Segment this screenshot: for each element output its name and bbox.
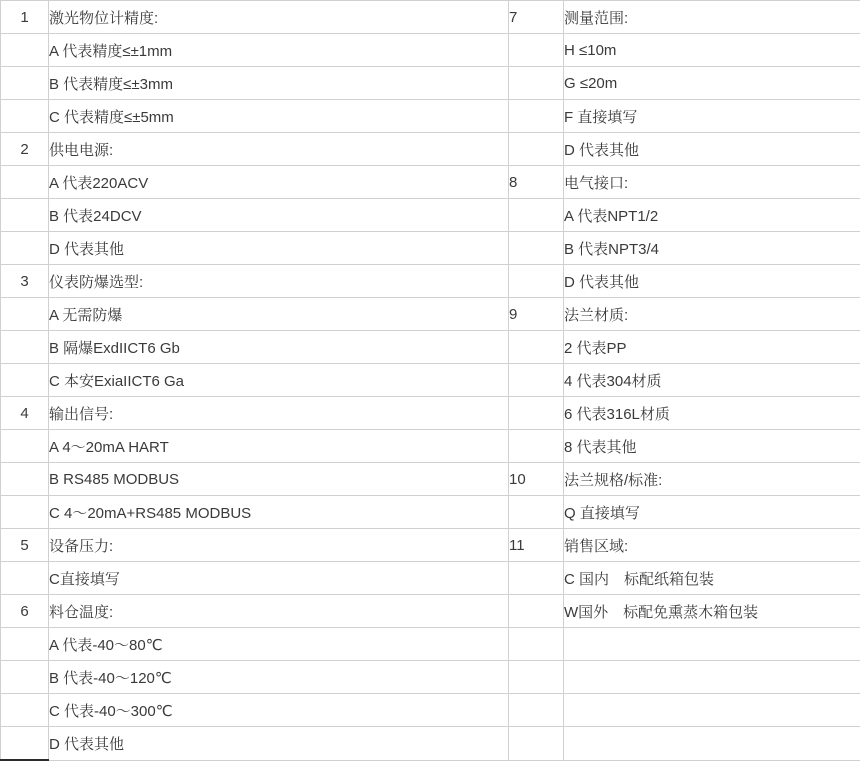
right-index-cell xyxy=(509,397,564,430)
right-spec-cell: G ≤20m xyxy=(564,67,860,100)
right-spec-cell: A 代表NPT1/2 xyxy=(564,199,860,232)
right-index-cell xyxy=(509,232,564,265)
right-index-cell xyxy=(509,199,564,232)
left-index-cell xyxy=(1,727,49,761)
table-row xyxy=(1,298,860,331)
right-spec-cell: W国外 标配免熏蒸木箱包装 xyxy=(564,595,860,628)
table-row xyxy=(1,166,860,199)
table-row xyxy=(1,1,860,34)
table-row xyxy=(1,595,860,628)
left-spec-cell: D 代表其他 xyxy=(49,232,509,265)
table-row xyxy=(1,199,860,232)
table-row xyxy=(1,133,860,166)
right-spec-cell: 2 代表PP xyxy=(564,331,860,364)
table-row xyxy=(1,529,860,562)
right-spec-cell: 法兰材质: xyxy=(564,298,860,331)
left-index-cell xyxy=(1,628,49,661)
right-index-cell xyxy=(509,265,564,298)
right-index-cell xyxy=(509,34,564,67)
left-spec-cell: A 无需防爆 xyxy=(49,298,509,331)
right-index-cell xyxy=(509,331,564,364)
left-spec-cell: B RS485 MODBUS xyxy=(49,463,509,496)
left-spec-cell: B 隔爆ExdIICT6 Gb xyxy=(49,331,509,364)
left-index-cell: 3 xyxy=(1,265,49,298)
left-spec-cell: B 代表24DCV xyxy=(49,199,509,232)
right-index-cell xyxy=(509,628,564,661)
right-index-cell xyxy=(509,430,564,463)
left-index-cell xyxy=(1,232,49,265)
right-index-cell: 7 xyxy=(509,1,564,34)
right-spec-cell: F 直接填写 xyxy=(564,100,860,133)
right-spec-cell: 销售区域: xyxy=(564,529,860,562)
table-row xyxy=(1,232,860,265)
left-index-cell xyxy=(1,166,49,199)
table-row xyxy=(1,562,860,595)
spec-table-body xyxy=(1,1,860,761)
right-index-cell xyxy=(509,496,564,529)
left-spec-cell: A 代表-40～80℃ xyxy=(49,628,509,661)
right-index-cell: 9 xyxy=(509,298,564,331)
left-spec-cell: C直接填写 xyxy=(49,562,509,595)
left-spec-cell: C 代表-40～300℃ xyxy=(49,694,509,727)
table-row xyxy=(1,430,860,463)
right-spec-cell: B 代表NPT3/4 xyxy=(564,232,860,265)
table-row xyxy=(1,364,860,397)
right-spec-cell xyxy=(564,694,860,727)
left-spec-cell: 激光物位计精度: xyxy=(49,1,509,34)
right-index-cell xyxy=(509,661,564,694)
right-index-cell xyxy=(509,67,564,100)
right-index-cell xyxy=(509,595,564,628)
left-index-cell xyxy=(1,463,49,496)
left-spec-cell: 仪表防爆选型: xyxy=(49,265,509,298)
left-index-cell: 1 xyxy=(1,1,49,34)
left-index-cell xyxy=(1,331,49,364)
left-spec-cell: C 代表精度≤±5mm xyxy=(49,100,509,133)
right-spec-cell: D 代表其他 xyxy=(564,133,860,166)
left-spec-cell: A 4～20mA HART xyxy=(49,430,509,463)
left-index-cell xyxy=(1,430,49,463)
left-index-cell xyxy=(1,100,49,133)
right-spec-cell xyxy=(564,661,860,694)
left-index-cell xyxy=(1,661,49,694)
left-spec-cell: 料仓温度: xyxy=(49,595,509,628)
left-index-cell xyxy=(1,694,49,727)
right-spec-cell xyxy=(564,727,860,761)
left-spec-cell: A 代表精度≤±1mm xyxy=(49,34,509,67)
table-row xyxy=(1,727,860,761)
right-index-cell xyxy=(509,364,564,397)
table-row xyxy=(1,34,860,67)
left-spec-cell: B 代表精度≤±3mm xyxy=(49,67,509,100)
left-index-cell: 6 xyxy=(1,595,49,628)
table-row xyxy=(1,67,860,100)
right-index-cell xyxy=(509,133,564,166)
right-spec-cell: Q 直接填写 xyxy=(564,496,860,529)
left-index-cell xyxy=(1,298,49,331)
right-spec-cell: 4 代表304材质 xyxy=(564,364,860,397)
left-spec-cell: D 代表其他 xyxy=(49,727,509,761)
table-row xyxy=(1,628,860,661)
right-index-cell xyxy=(509,694,564,727)
right-spec-cell: 8 代表其他 xyxy=(564,430,860,463)
right-spec-cell xyxy=(564,628,860,661)
right-index-cell: 11 xyxy=(509,529,564,562)
right-index-cell: 10 xyxy=(509,463,564,496)
right-index-cell: 8 xyxy=(509,166,564,199)
left-index-cell xyxy=(1,562,49,595)
left-spec-cell: B 代表-40～120℃ xyxy=(49,661,509,694)
left-index-cell xyxy=(1,496,49,529)
table-row xyxy=(1,694,860,727)
left-spec-cell: C 本安ExiaIICT6 Ga xyxy=(49,364,509,397)
table-row xyxy=(1,463,860,496)
right-spec-cell: 法兰规格/标准: xyxy=(564,463,860,496)
right-spec-cell: D 代表其他 xyxy=(564,265,860,298)
right-spec-cell: 6 代表316L材质 xyxy=(564,397,860,430)
left-spec-cell: 输出信号: xyxy=(49,397,509,430)
table-row xyxy=(1,100,860,133)
table-row xyxy=(1,661,860,694)
table-row xyxy=(1,265,860,298)
right-spec-cell: C 国内 标配纸箱包装 xyxy=(564,562,860,595)
left-index-cell: 5 xyxy=(1,529,49,562)
left-index-cell xyxy=(1,67,49,100)
right-spec-cell: 电气接口: xyxy=(564,166,860,199)
left-spec-cell: A 代表220ACV xyxy=(49,166,509,199)
left-index-cell xyxy=(1,364,49,397)
left-spec-cell: 设备压力: xyxy=(49,529,509,562)
right-spec-cell: 测量范围: xyxy=(564,1,860,34)
left-spec-cell: 供电电源: xyxy=(49,133,509,166)
left-index-cell xyxy=(1,199,49,232)
table-row xyxy=(1,397,860,430)
right-index-cell xyxy=(509,562,564,595)
right-index-cell xyxy=(509,100,564,133)
table-row xyxy=(1,331,860,364)
left-index-cell xyxy=(1,34,49,67)
left-index-cell: 2 xyxy=(1,133,49,166)
right-index-cell xyxy=(509,727,564,761)
table-row xyxy=(1,496,860,529)
left-index-cell: 4 xyxy=(1,397,49,430)
right-spec-cell: H ≤10m xyxy=(564,34,860,67)
left-spec-cell: C 4～20mA+RS485 MODBUS xyxy=(49,496,509,529)
